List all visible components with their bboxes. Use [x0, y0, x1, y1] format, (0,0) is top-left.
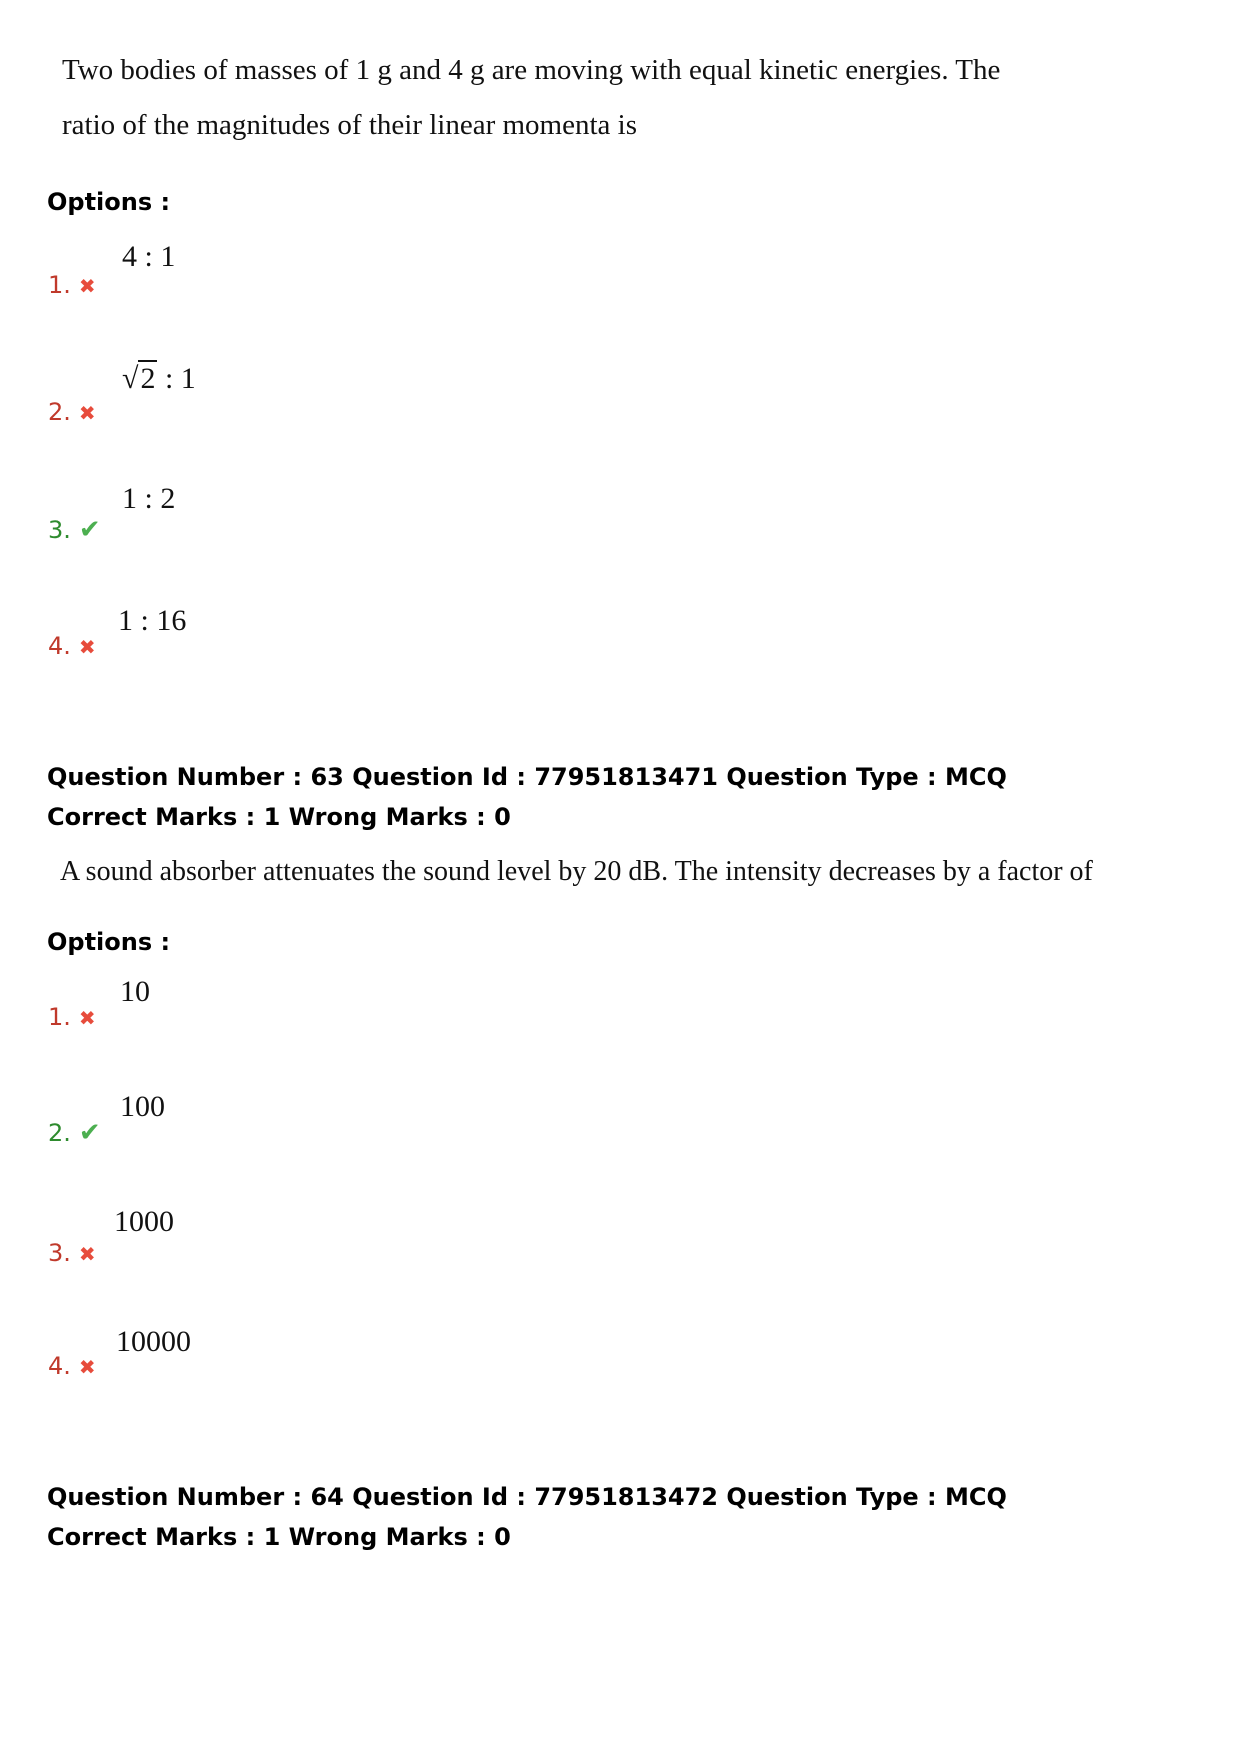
option-value: 10: [120, 975, 150, 1008]
option-number: 3.: [48, 1239, 71, 1267]
option-3: [48, 1239, 96, 1267]
question-64-meta-line1: Question Number : 64 Question Id : 77951813472 Question Type : MCQ: [47, 1483, 1007, 1511]
question-64-meta-line2: Correct Marks : 1 Wrong Marks : 0: [47, 1523, 511, 1551]
options-label: Options :: [47, 188, 171, 216]
cross-icon: ✖: [78, 401, 96, 425]
option-1: [48, 271, 96, 299]
option-1: [48, 1003, 96, 1031]
option-value: 10000: [116, 1325, 191, 1358]
option-number: 2.: [48, 1119, 71, 1147]
cross-icon: ✖: [78, 1006, 96, 1030]
option-number: 1.: [48, 1003, 71, 1031]
option-value: 4 : 1: [122, 240, 176, 273]
option-number: 4.: [48, 1352, 71, 1380]
option-value: 100: [120, 1090, 165, 1123]
option-2: [48, 1118, 101, 1148]
ratio-rest: : 1: [157, 362, 196, 395]
cross-icon: ✖: [78, 1242, 96, 1266]
cross-icon: ✖: [78, 635, 96, 659]
question-63-meta-line1: Question Number : 63 Question Id : 77951813471 Question Type : MCQ: [47, 763, 1007, 791]
question-63-text: A sound absorber attenuates the sound level by 20 dB. The intensity decreases by a factor of: [60, 856, 1093, 887]
radical-sign: √: [122, 362, 139, 395]
option-3: [48, 515, 101, 545]
radicand: 2: [140, 362, 156, 395]
option-value: 1 : 16: [118, 604, 187, 637]
option-number: 1.: [48, 271, 71, 299]
option-value: 1000: [114, 1205, 174, 1238]
check-icon: ✔: [78, 515, 101, 545]
cross-icon: ✖: [78, 1355, 96, 1379]
question-62-text-line2: ratio of the magnitudes of their linear momenta is: [62, 109, 638, 141]
option-4: [48, 632, 96, 660]
option-4: [48, 1352, 96, 1380]
question-62-text-line1: Two bodies of masses of 1 g and 4 g are moving with equal kinetic energies. The: [62, 54, 1001, 86]
question-63-meta-line2: Correct Marks : 1 Wrong Marks : 0: [47, 803, 511, 831]
options-label: Options :: [47, 928, 171, 956]
option-number: 2.: [48, 398, 71, 426]
option-2: [48, 398, 96, 426]
option-number: 3.: [48, 516, 71, 544]
option-value-sqrt: [122, 362, 196, 396]
check-icon: ✔: [78, 1118, 101, 1148]
cross-icon: ✖: [78, 274, 96, 298]
option-value: 1 : 2: [122, 482, 176, 515]
option-number: 4.: [48, 632, 71, 660]
